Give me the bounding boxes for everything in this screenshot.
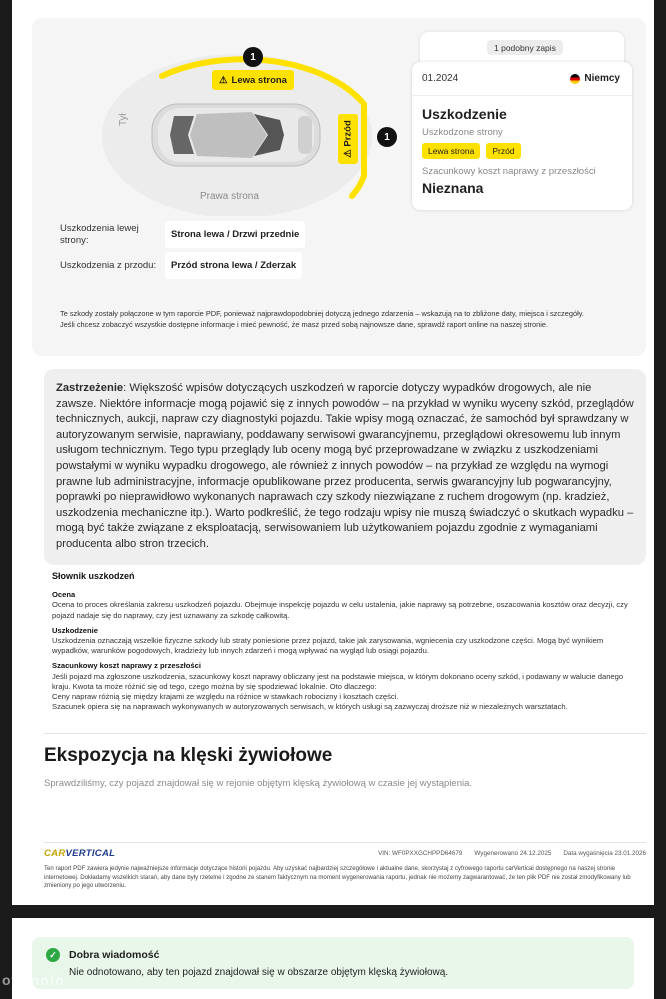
germany-flag-icon: [570, 74, 580, 84]
good-news-text: Nie odnotowano, aby ten pojazd znajdował się w obszarze objętym klęską żywiołową.: [69, 967, 449, 978]
left-damage-marker: 1: [243, 47, 263, 67]
row-key: Uszkodzenia lewej strony:: [60, 222, 139, 246]
row-value: Przód strona lewa / Zderzak: [165, 252, 302, 279]
row-value: Strona lewa / Drzwi przednie: [165, 221, 305, 248]
footer-disclaimer: Ten raport PDF zawiera jedynie najważniejsze informacje dotyczące historii pojazdu. Aby uzyskać najbardziej szczegółowe i aktualne dane, skorzystaj z cyfrowego raportu carVertical dostępnego na naszej stronie internetowej. Dokładamy wszelkich starań, aby dane były rzetelne i zgodne ze stanem faktycznym na moment wygenerowania raportu, jednak nie możemy zagwarantować, że ten plik PDF nie został zmodyfikowany lub zmieniony po jego utworzeniu.: [44, 865, 631, 890]
repair-cost-value: Nieznana: [422, 180, 484, 196]
table-row: [60, 221, 360, 248]
glossary-definition: Szacunek opiera się na naprawach wykonywanych w autoryzowanych serwisach, w których usługi są zazwyczaj droższe niż w niezależnych warsztatach.: [52, 702, 568, 712]
damage-card: [32, 18, 646, 356]
divider: [412, 95, 632, 96]
report-page: [12, 0, 654, 905]
repair-cost-label: Szacunkowy koszt naprawy z przeszłości: [422, 166, 596, 177]
glossary-definition: Jeśli pojazd ma zgłoszone uszkodzenia, szacunkowy koszt naprawy obliczany jest na podstawie miejsca, w którym dokonano oceny szkód, i podawany w walucie danego kraju. Kwota ta może różnić się od tego, czego można by się spodziewać lokalnie. Oto dlaczego:: [52, 671, 624, 691]
damaged-sides-label: Uszkodzone strony: [422, 127, 503, 138]
glossary-term: Ocena: [52, 590, 76, 600]
warning-icon: ⚠: [219, 74, 228, 86]
record-date: 01.2024: [422, 73, 459, 84]
section-title: Ekspozycja na klęski żywiołowe: [44, 745, 333, 766]
otomoto-watermark: otomoto: [2, 972, 65, 988]
glossary-definition: Uszkodzenia oznaczają wszelkie fizyczne szkody lub straty poniesione przez pojazd, takie jak zarysowania, wgniecenia czy uszkodzone części. Mogą być wynikiem wypadków, warunków pogodowych, kradzieży lub innych zdarzeń i mogą wpływać na wygląd lub osiągi pojazdu.: [52, 636, 604, 656]
damage-map: [102, 36, 392, 216]
report-footer: [44, 848, 646, 891]
damage-details-table: [60, 221, 360, 283]
glossary-title: Słownik uszkodzeń: [52, 571, 135, 581]
damage-record-card: [412, 62, 632, 210]
glossary-term: Uszkodzenie: [52, 625, 98, 635]
front-damage-marker: 1: [377, 127, 397, 147]
divider: [44, 733, 646, 734]
report-page-2: [12, 918, 654, 999]
disclaimer-box: [44, 369, 646, 565]
similar-record-pill[interactable]: 1 podobny zapis: [487, 40, 563, 55]
record-country: Niemcy: [570, 73, 620, 84]
section-subtitle: Sprawdziliśmy, czy pojazd znajdował się w rejonie objętym klęską żywiołową w czasie jej wystąpienia.: [44, 778, 473, 789]
side-tag-front: Przód: [486, 143, 520, 159]
disclaimer-text: : Większość wpisów dotyczących uszkodzeń w raporcie dotyczy wypadków drogowych, ale nie zawsze. Niektóre informacje mogą pojawić się z innych powodów – na przykład w wyniku wyceny szkód, przeglądów technicznych, aukcji, napraw czy diagnostyki pojazdu. Takie wpisy mogą oznaczać, że samochód był sprawdzany w autoryzowanym serwisie, naprawiany, poddawany serwisowi gwarancyjnemu, przeglądowi okresowemu lub innym usługom technicznym. Tego typu przeglądy lub oceny mogą być przeprowadzane w związku z uszkodzeniami powstałymi w wyniku wypadku drogowego, ale również z innych powodów – na przykład ze względu na wymogi prawne lub administracyjne, informacje opublikowane przez producenta, serwis gwarancyjny lub pogwarancyjny, poprawki po nieprawidłowo wykonanych naprawach czy szkody niezwiązane z ruchem drogowym (np. kradzież, uszkodzenia mechaniczne itp.). Warto podkreślić, że tego rodzaju wpisy nie muszą świadczyć o skutkach wypadku – mogą być także związane z eksploatacją, serwisowaniem lub użytkowaniem pojazdu zgodnie z wymaganiami producenta albo stron trzecich.: [56, 382, 634, 550]
good-news-banner: [32, 937, 634, 989]
damaged-sides-tags: [422, 143, 622, 159]
disclaimer-label: Zastrzeżenie: [56, 382, 124, 394]
good-news-title: Dobra wiadomość: [69, 949, 160, 961]
record-title: Uszkodzenie: [422, 106, 507, 122]
glossary-definition: Ceny napraw różnią się między krajami ze względu na różnice w stawkach robocizny i kosztach części.: [52, 692, 399, 702]
warning-icon: ⚠: [342, 149, 354, 158]
glossary-definition: Ocena to proces określania zakresu uszkodzeń pojazdu. Obejmuje inspekcję pojazdu w celu ustalenia, jakie naprawy są potrzebne, oszacowania kosztów oraz decyzji, czy pojazd nadaje się do naprawy, czy jest uznawany za szkodę całkowitą.: [52, 600, 628, 620]
expiry-date: Data wygaśnięcia 23.01.2026: [563, 850, 646, 857]
check-icon: ✓: [46, 948, 60, 962]
rear-label: Tył: [118, 113, 129, 126]
car-icon: [152, 104, 320, 166]
merge-note: Te szkody zostały połączone w tym raporcie PDF, ponieważ najprawdopodobniej dotyczą jednego zdarzenia – wskazują na to zbliżone daty, miejsca i szczegóły. Jeśli chcesz zobaczyć wszystkie dostępne informacje i mieć pewność, że masz przed sobą najnowsze dane, sprawdź raport online na naszej stronie.: [60, 309, 584, 329]
side-tag-left: Lewa strona: [422, 143, 480, 159]
damage-glossary: [52, 571, 642, 712]
carvertical-logo: CARVERTICAL: [44, 848, 116, 859]
table-row: [60, 252, 360, 279]
left-side-tag: ⚠ Lewa strona: [212, 70, 294, 90]
divider: [44, 842, 646, 843]
row-key: Uszkodzenia z przodu:: [60, 259, 157, 271]
generated-date: Wygenerowano 24.12.2025: [474, 850, 552, 857]
glossary-term: Szacunkowy koszt naprawy z przeszłości: [52, 661, 201, 671]
damage-record-stack: [412, 32, 632, 212]
front-tag: ⚠ Przód: [338, 114, 358, 164]
report-meta: [378, 850, 646, 857]
vin: VIN: WF0PXXGCHPPD64679: [378, 850, 463, 857]
right-side-label: Prawa strona: [200, 191, 259, 202]
